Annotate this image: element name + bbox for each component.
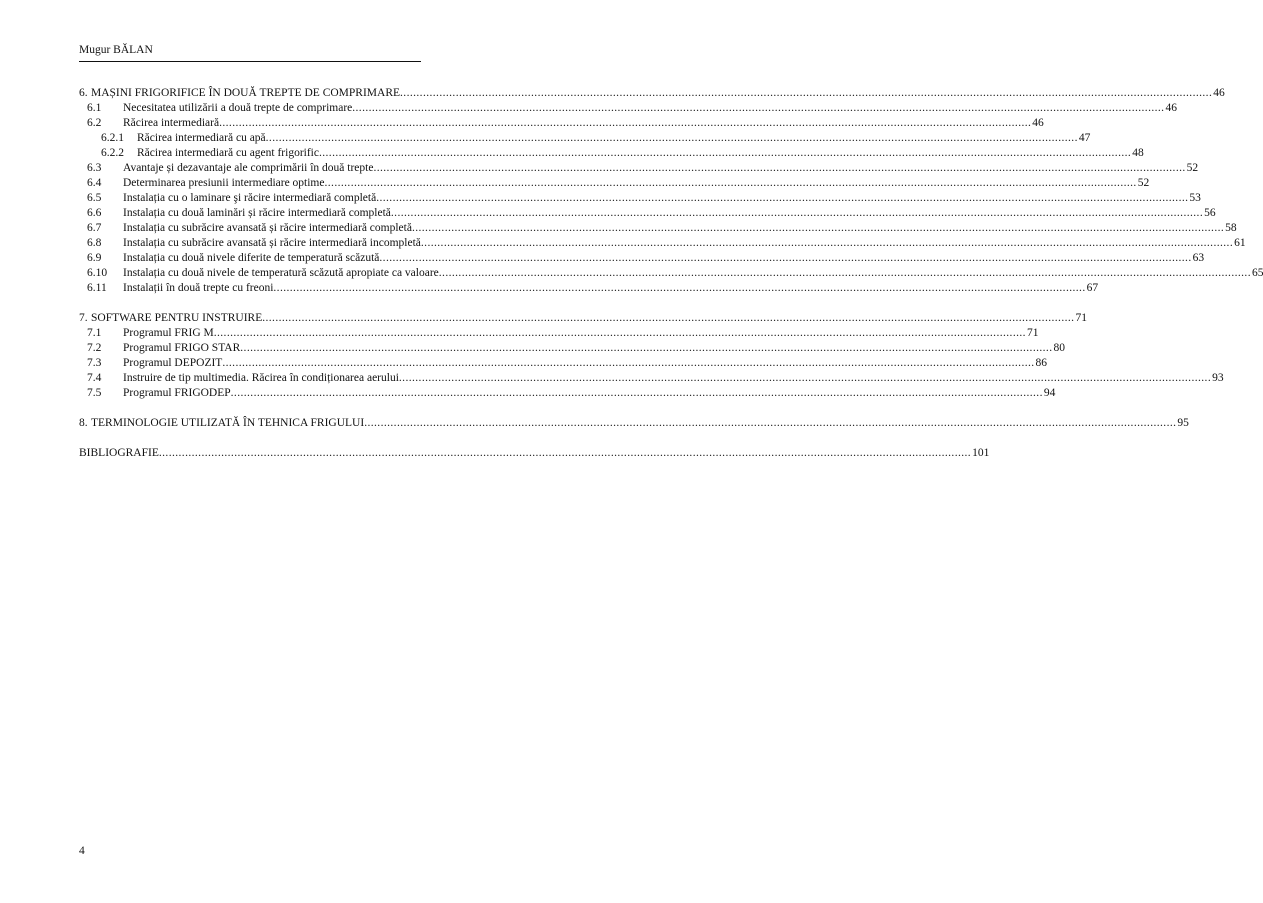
- toc-dot-leader: [379, 251, 1191, 266]
- toc-section-entry[interactable]: [79, 191, 1201, 206]
- toc-entry-title: MAȘINI FRIGORIFICE ÎN DOUĂ TREPTE DE COMPRIMARE: [91, 87, 401, 99]
- toc-section-entry[interactable]: [79, 236, 1246, 251]
- toc-dot-leader: [319, 146, 1131, 161]
- toc-entry-title: Răcirea intermediară: [123, 117, 220, 129]
- toc-entry-page: 95: [1177, 417, 1189, 429]
- toc-section-entry[interactable]: [79, 356, 1048, 371]
- toc-entry-title: Instalația cu subrăcire avansată și răcire intermediară incompletă: [123, 237, 421, 249]
- page-number: 4: [79, 845, 85, 857]
- toc-section-entry[interactable]: [79, 116, 1044, 131]
- toc-entry-number: 7.3: [87, 357, 102, 369]
- toc-entry-number: 6.6: [87, 207, 102, 219]
- toc-section-entry[interactable]: [79, 206, 1216, 221]
- toc-entry-title: Programul DEPOZIT: [123, 357, 223, 369]
- toc-section-entry[interactable]: [79, 176, 1150, 191]
- toc-entry-title: Programul FRIGODEP: [123, 387, 231, 399]
- toc-section-entry[interactable]: [79, 251, 1205, 266]
- toc-entry-page: 52: [1137, 177, 1150, 189]
- toc-entry-number: 7.4: [87, 372, 102, 384]
- toc-entry-number: 6.4: [87, 177, 102, 189]
- toc-entry-title: Instalații în două trepte cu freoni: [123, 282, 274, 294]
- toc-dot-leader: [412, 221, 1224, 236]
- toc-dot-leader: [222, 356, 1034, 371]
- toc-entry-number: 6.10: [87, 267, 108, 279]
- toc-entry-title: Programul FRIGO STAR: [123, 342, 241, 354]
- toc-entry-page: 47: [1078, 132, 1091, 144]
- toc-dot-leader: [439, 266, 1251, 281]
- toc-section-entry[interactable]: [79, 386, 1056, 401]
- toc-dot-leader: [231, 386, 1043, 401]
- toc-dot-leader: [159, 446, 971, 461]
- toc-entry-page: 63: [1192, 252, 1205, 264]
- toc-chapter-entry[interactable]: [79, 311, 1087, 326]
- toc-entry-number: 7.1: [87, 327, 102, 339]
- toc-entry-title: SOFTWARE PENTRU INSTRUIRE: [91, 312, 263, 324]
- toc-entry-number: 8.: [79, 417, 88, 429]
- toc-entry-page: 46: [1213, 87, 1225, 99]
- toc-entry-title: Instalația cu subrăcire avansată și răcire intermediară completă: [123, 222, 412, 234]
- toc-dot-leader: [219, 116, 1031, 131]
- toc-entry-title: Răcirea intermediară cu apă: [137, 132, 266, 144]
- toc-entry-title: Instalația cu două nivele de temperatură scăzută apropiate ca valoare: [123, 267, 439, 279]
- toc-dot-leader: [399, 371, 1211, 386]
- toc-section-entry[interactable]: [79, 266, 1263, 281]
- toc-entry-page: 58: [1225, 222, 1237, 234]
- toc-section-entry[interactable]: [79, 371, 1224, 386]
- toc-entry-number: 6.8: [87, 237, 102, 249]
- toc-section-entry[interactable]: [79, 341, 1065, 356]
- toc-entry-page: 46: [1032, 117, 1044, 129]
- toc-entry-title: BIBLIOGRAFIE: [79, 447, 159, 459]
- toc-entry-title: Programul FRIG M: [123, 327, 214, 339]
- toc-entry-title: Instruire de tip multimedia. Răcirea în condiționarea aerului: [123, 372, 399, 384]
- toc-dot-leader: [266, 131, 1078, 146]
- toc-dot-leader: [373, 161, 1185, 176]
- toc-chapter-entry[interactable]: [79, 416, 1189, 431]
- toc-entry-page: 71: [1075, 312, 1087, 324]
- toc-section-entry[interactable]: [79, 221, 1237, 236]
- toc-dot-leader: [421, 236, 1233, 251]
- toc-section-entry[interactable]: [79, 161, 1199, 176]
- toc-entry-number: 6.9: [87, 252, 102, 264]
- toc-dot-leader: [352, 101, 1164, 116]
- header-author: Mugur BĂLAN: [79, 44, 153, 56]
- toc-entry-title: Răcirea intermediară cu agent frigorific: [137, 147, 319, 159]
- toc-entry-number: 6.1: [87, 102, 102, 114]
- toc-dot-leader: [262, 311, 1074, 326]
- running-header: [79, 44, 421, 62]
- toc-entry-number: 7.5: [87, 387, 102, 399]
- toc-entry-page: 71: [1026, 327, 1039, 339]
- toc-entry-page: 86: [1035, 357, 1048, 369]
- toc-spacer: [79, 401, 549, 416]
- toc-entry-page: 94: [1043, 387, 1056, 399]
- toc-chapter-entry[interactable]: [79, 446, 990, 461]
- toc-entry-number: 6.: [79, 87, 88, 99]
- toc-spacer: [79, 431, 549, 446]
- toc-spacer: [79, 296, 549, 311]
- toc-entry-page: 52: [1186, 162, 1199, 174]
- toc-entry-number: 6.5: [87, 192, 102, 204]
- toc-entry-page: 48: [1132, 147, 1144, 159]
- toc-entry-page: 53: [1189, 192, 1201, 204]
- toc-dot-leader: [214, 326, 1026, 341]
- toc-entry-page: 61: [1234, 237, 1246, 249]
- toc-entry-number: 6.2.1: [101, 132, 124, 144]
- toc-dot-leader: [400, 86, 1212, 101]
- toc-dot-leader: [376, 191, 1188, 206]
- toc-section-entry[interactable]: [79, 101, 1177, 116]
- toc-entry-title: TERMINOLOGIE UTILIZATĂ ÎN TEHNICA FRIGULUI: [91, 417, 365, 429]
- toc-entry-title: Determinarea presiunii intermediare optime: [123, 177, 325, 189]
- toc-entry-number: 6.7: [87, 222, 102, 234]
- toc-chapter-entry[interactable]: [79, 86, 1225, 101]
- toc-entry-number: 6.2: [87, 117, 102, 129]
- toc-entry-title: Necesitatea utilizării a două trepte de comprimare: [123, 102, 353, 114]
- toc-entry-title: Instalația cu două nivele diferite de temperatură scăzută: [123, 252, 380, 264]
- toc-entry-number: 7.: [79, 312, 88, 324]
- table-of-contents: [79, 86, 1263, 461]
- toc-entry-title: Avantaje și dezavantaje ale comprimării în două trepte: [123, 162, 374, 174]
- toc-entry-number: 6.2.2: [101, 147, 124, 159]
- toc-entry-title: Instalația cu două laminări și răcire intermediară completă: [123, 207, 391, 219]
- toc-entry-page: 67: [1086, 282, 1099, 294]
- toc-dot-leader: [325, 176, 1137, 191]
- toc-section-entry[interactable]: [79, 146, 1144, 161]
- toc-entry-number: 7.2: [87, 342, 102, 354]
- toc-dot-leader: [273, 281, 1085, 296]
- toc-dot-leader: [364, 416, 1176, 431]
- toc-entry-number: 6.3: [87, 162, 102, 174]
- toc-entry-page: 101: [972, 447, 990, 459]
- toc-dot-leader: [240, 341, 1052, 356]
- toc-section-entry[interactable]: [79, 326, 1039, 341]
- toc-entry-number: 6.11: [87, 282, 107, 294]
- toc-entry-page: 80: [1053, 342, 1065, 354]
- toc-section-entry[interactable]: [79, 131, 1091, 146]
- toc-dot-leader: [391, 206, 1203, 221]
- toc-entry-page: 56: [1204, 207, 1216, 219]
- toc-section-entry[interactable]: [79, 281, 1099, 296]
- toc-entry-page: 65: [1251, 267, 1263, 279]
- toc-entry-title: Instalația cu o laminare şi răcire intermediară completă: [123, 192, 377, 204]
- toc-entry-page: 46: [1165, 102, 1177, 114]
- toc-entry-page: 93: [1212, 372, 1224, 384]
